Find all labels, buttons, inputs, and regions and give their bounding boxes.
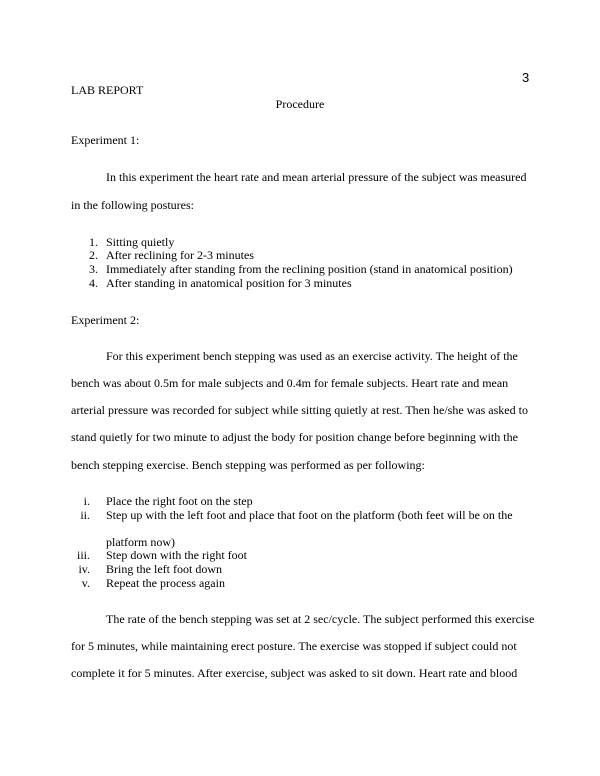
list-item: Place the right foot on the step — [106, 494, 253, 508]
paragraph-line: arterial pressure was recorded for subject while sitting quietly at rest. Then he/she was asked to — [71, 403, 528, 417]
list-item-number: ii. — [80, 508, 90, 522]
list-item-number: 4. — [89, 276, 98, 290]
list-item-number: 2. — [89, 248, 98, 262]
running-head: LAB REPORT — [71, 83, 144, 97]
list-item-continuation: platform now) — [106, 535, 175, 549]
experiment-2-heading: Experiment 2: — [71, 313, 140, 327]
paragraph-line: for 5 minutes, while maintaining erect posture. The exercise was stopped if subject could not — [71, 639, 517, 653]
section-title: Procedure — [275, 97, 325, 111]
list-item: After standing in anatomical position for 3 minutes — [106, 276, 352, 290]
list-item-number: v. — [81, 576, 90, 590]
list-item-number: iv. — [78, 562, 90, 576]
list-item-number: 3. — [89, 262, 98, 276]
list-item-number: iii. — [76, 548, 90, 562]
paragraph-line: stand quietly for two minute to adjust the body for position change before beginning with the — [71, 430, 518, 444]
list-item: Step down with the right foot — [106, 548, 247, 562]
list-item: Immediately after standing from the reclining position (stand in anatomical position) — [106, 262, 513, 276]
paragraph-line: complete it for 5 minutes. After exercise, subject was asked to sit down. Heart rate and blood — [71, 666, 518, 680]
paragraph-line: bench stepping exercise. Bench stepping was performed as per following: — [71, 458, 425, 472]
list-item: Bring the left foot down — [106, 562, 222, 576]
list-item: Sitting quietly — [106, 235, 175, 249]
paragraph-line: The rate of the bench stepping was set at 2 sec/cycle. The subject performed this exercise — [106, 612, 535, 626]
list-item: Step up with the left foot and place that foot on the platform (both feet will be on the — [106, 508, 513, 522]
paragraph-line: For this experiment bench stepping was used as an exercise activity. The height of the — [106, 349, 518, 363]
paragraph-line: In this experiment the heart rate and mean arterial pressure of the subject was measured — [106, 170, 527, 184]
paragraph-line: in the following postures: — [71, 198, 194, 212]
list-item: Repeat the process again — [106, 576, 225, 590]
paragraph-line: bench was about 0.5m for male subjects and 0.4m for female subjects. Heart rate and mean — [71, 376, 509, 390]
list-item: After reclining for 2-3 minutes — [106, 248, 254, 262]
list-item-number: 1. — [89, 235, 98, 249]
list-item-number: i. — [83, 494, 90, 508]
experiment-1-heading: Experiment 1: — [71, 133, 140, 147]
page-number: 3 — [522, 70, 530, 85]
